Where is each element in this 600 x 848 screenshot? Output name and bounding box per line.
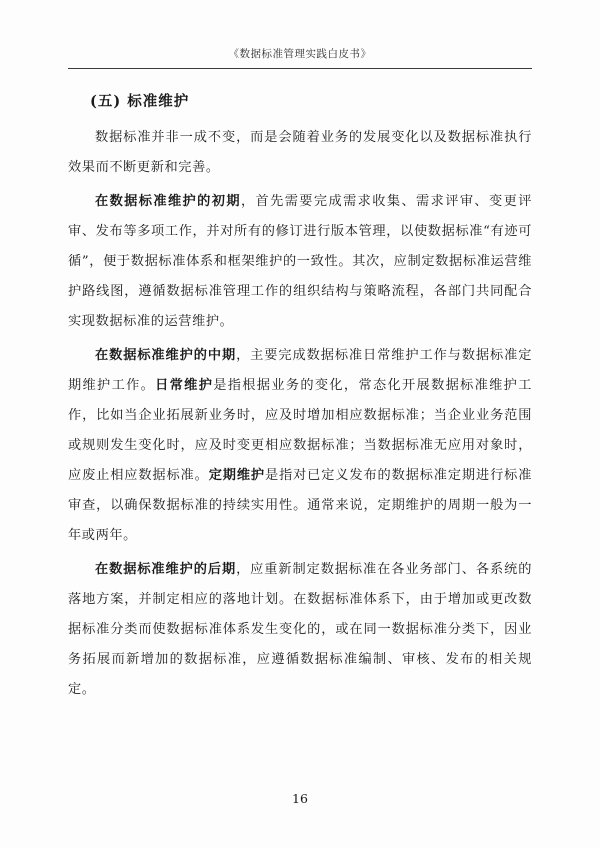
header-divider <box>68 68 532 69</box>
body-text: ，首先需要完成需求收集、需求评审、变更评审、发布等多项工作，并对所有的修订进行版本管理，以使数据标准“有迹可循”，便于数据标准体系和框架维护的一致性。其次，应制定数据标准运营维护路线图，遵循数据标准管理工作的组织结构与策略流程，各部门共同配合实现数据标准的运营维护。 <box>68 194 533 329</box>
page-header: 《数据标准管理实践白皮书》 <box>228 48 372 60</box>
paragraph-list <box>68 123 532 705</box>
paragraph <box>68 187 532 337</box>
body-text: 是指根据业务的变化，常态化开展数据标准维护工作，比如当企业拓展新业务时，应及时增加相应数据标准；当企业业务范围或规则发生变化时，应及时变更相应数据标准；当数据标准无应用对象时，应废止相应数据标准。 <box>68 378 532 483</box>
body-text: 数据标准并非一成不变，而是会随着业务的发展变化以及数据标准执行效果而不断更新和完善。 <box>68 130 532 175</box>
emphasis-text: 在数据标准维护的初期 <box>95 194 241 209</box>
section-heading: (五) 标准维护 <box>90 93 190 110</box>
body-text: ，主要完成数据标准日常维护工作与数据标准定期维护工作。 <box>68 348 532 393</box>
emphasis-text: 在数据标准维护的后期 <box>95 562 237 577</box>
emphasis-text: 日常维护 <box>155 378 214 393</box>
emphasis-text: 定期维护 <box>208 468 265 483</box>
body-text: 是指对已定义发布的数据标准定期进行标准审查，以确保数据标准的持续实用性。通常来说，定期维护的周期一般为一年或两年。 <box>68 468 532 543</box>
page-number: 16 <box>292 791 308 806</box>
paragraph <box>68 555 532 705</box>
body-text: ，应重新制定数据标准在各业务部门、各系统的落地方案，并制定相应的落地计划。在数据标准体系下，由于增加或更改数据标准分类而使数据标准体系发生变化的，或在同一数据标准分类下，因业务拓展而新增加的数据标准，应遵循数据标准编制、审核、发布的相关规定。 <box>68 562 532 697</box>
paragraph <box>68 123 532 183</box>
emphasis-text: 在数据标准维护的中期 <box>95 348 237 363</box>
paragraph <box>68 341 532 551</box>
document-body <box>68 82 532 709</box>
